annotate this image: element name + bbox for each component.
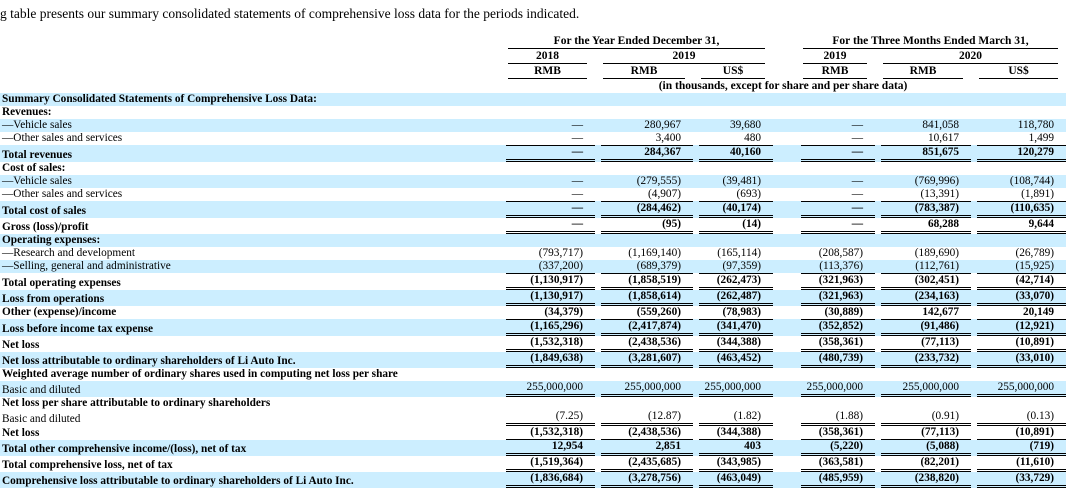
- table-row: [0, 218, 1066, 234]
- table-row: [0, 234, 1066, 247]
- cell-value: [595, 397, 693, 410]
- cell-value: [875, 106, 971, 119]
- cell-value: (77,113): [875, 426, 971, 440]
- cell-value: (1,849,638): [500, 352, 595, 368]
- cell-value: (95): [595, 218, 693, 234]
- cell-value: (165,114): [717, 247, 762, 259]
- cell-value: (108,744): [1009, 175, 1055, 187]
- cell-value: (1,519,364): [500, 456, 595, 472]
- cell-value: (42,714): [971, 273, 1066, 290]
- cell-value: [500, 397, 595, 410]
- cell-value: [500, 234, 595, 247]
- currency-header: US$: [971, 64, 1066, 79]
- cell-value: 841,058: [922, 119, 960, 131]
- cell-value: 118,780: [1017, 119, 1055, 131]
- row-label: Cost of sales:: [2, 162, 66, 174]
- table-row: [0, 319, 1066, 336]
- cell-value: —: [500, 201, 595, 218]
- row-label: Basic and diluted: [2, 384, 81, 396]
- cell-value: [971, 93, 1066, 106]
- cell-value: [595, 368, 693, 381]
- cell-value: (1,858,614): [595, 290, 693, 306]
- row-label: Net loss: [2, 339, 40, 351]
- cell-value: (1,532,318): [500, 426, 595, 440]
- cell-value: 255,000,000: [693, 381, 773, 397]
- cell-value: (1,891): [1021, 188, 1055, 200]
- table-row: [0, 93, 1066, 106]
- cell-value: (5,088): [875, 440, 971, 456]
- header-spacer: [0, 64, 500, 79]
- cell-value: 39,680: [729, 119, 762, 131]
- table-row: [0, 260, 1066, 273]
- cell-value: (485,959): [773, 472, 875, 488]
- cell-value: 3,400: [655, 132, 681, 144]
- cell-value: (5,220): [773, 440, 875, 456]
- cell-value: (358,361): [773, 426, 875, 440]
- cell-value: (113,376): [819, 260, 864, 272]
- cell-value: (12.87): [595, 410, 693, 426]
- cell-value: (2,435,685): [595, 456, 693, 472]
- cell-value: (302,451): [875, 273, 971, 290]
- cell-value: —: [773, 218, 875, 234]
- units-note-row: [0, 79, 1066, 93]
- row-label: Total cost of sales: [2, 205, 86, 217]
- intro-text: g table presents our summary consolidated statements of comprehensive loss data for the periods indicated.: [0, 6, 580, 21]
- cell-value: (343,985): [693, 456, 773, 472]
- table-row: [0, 119, 1066, 132]
- row-label: Operating expenses:: [2, 234, 101, 246]
- cell-value: (1,165,296): [500, 319, 595, 336]
- cell-value: 142,677: [922, 306, 960, 318]
- cell-value: (13,391): [920, 188, 960, 200]
- table-row: [0, 162, 1066, 175]
- cell-value: [693, 106, 773, 119]
- cell-value: 68,288: [875, 218, 971, 234]
- units-note: (in thousands, except for share and per share data): [658, 80, 908, 92]
- cell-value: 280,967: [644, 119, 681, 131]
- cell-value: (358,361): [773, 336, 875, 352]
- row-label: Gross (loss)/profit: [2, 221, 89, 233]
- cell-value: [971, 106, 1066, 119]
- cell-value: (34,379): [544, 306, 583, 318]
- cell-value: (208,587): [818, 247, 864, 259]
- table-row: [0, 247, 1066, 260]
- cell-value: (238,820): [875, 472, 971, 488]
- cell-value: (480,739): [773, 352, 875, 368]
- cell-value: [595, 93, 693, 106]
- cell-value: 255,000,000: [500, 381, 595, 397]
- cell-value: [875, 234, 971, 247]
- cell-value: —: [571, 188, 583, 200]
- row-label: Total comprehensive loss, net of tax: [2, 459, 173, 471]
- cell-value: (26,789): [1015, 247, 1055, 259]
- cell-value: (1,858,519): [595, 273, 693, 290]
- cell-value: 255,000,000: [773, 381, 875, 397]
- table-row: [0, 381, 1066, 397]
- table-row: [0, 368, 1066, 381]
- row-label: Net loss attributable to ordinary shareholders of Li Auto Inc.: [2, 355, 296, 367]
- cell-value: (110,635): [971, 201, 1066, 218]
- cell-value: [773, 106, 875, 119]
- cell-value: —: [500, 218, 595, 234]
- row-label: Loss from operations: [2, 293, 105, 305]
- cell-value: (321,963): [773, 273, 875, 290]
- cell-value: 12,954: [500, 440, 595, 456]
- cell-value: [773, 397, 875, 410]
- cell-value: [773, 234, 875, 247]
- cell-value: 480: [744, 132, 762, 144]
- currency-header: RMB: [500, 64, 595, 79]
- table-header: [0, 34, 1066, 93]
- table-row: [0, 352, 1066, 368]
- cell-value: 1,499: [1028, 132, 1055, 144]
- table-row: [0, 290, 1066, 306]
- cell-value: (559,260): [636, 306, 681, 318]
- cell-value: 2,851: [595, 440, 693, 456]
- cell-value: (279,555): [636, 175, 681, 187]
- cell-value: (234,163): [875, 290, 971, 306]
- cell-value: [500, 368, 595, 381]
- cell-value: (10,891): [971, 426, 1066, 440]
- cell-value: (693): [736, 188, 762, 200]
- currency-header-row: [0, 64, 1066, 79]
- cell-value: [971, 162, 1066, 175]
- row-label: Other (expense)/income: [2, 306, 117, 318]
- cell-value: (97,359): [722, 260, 762, 272]
- cell-value: (1,532,318): [500, 336, 595, 352]
- row-label: —Vehicle sales: [2, 119, 72, 131]
- cell-value: [595, 234, 693, 247]
- group-header-quarter: [773, 34, 1066, 49]
- cell-value: (1,836,684): [500, 472, 595, 488]
- cell-value: [500, 162, 595, 175]
- cell-value: [773, 368, 875, 381]
- cell-value: (112,761): [915, 260, 960, 272]
- table-row: [0, 188, 1066, 201]
- currency-header: US$: [693, 64, 773, 79]
- cell-value: —: [571, 119, 583, 131]
- row-label: Net loss per share attributable to ordinary shareholders: [2, 397, 271, 409]
- cell-value: —: [571, 175, 583, 187]
- cell-value: (189,690): [914, 247, 960, 259]
- table-row: [0, 145, 1066, 162]
- cell-value: 255,000,000: [971, 381, 1066, 397]
- group-header-row: [0, 34, 1066, 49]
- cell-value: [693, 234, 773, 247]
- cell-value: (463,452): [693, 352, 773, 368]
- cell-value: 403: [693, 440, 773, 456]
- year-header-row: [0, 49, 1066, 64]
- header-spacer: [0, 34, 500, 49]
- cell-value: [875, 397, 971, 410]
- cell-value: (15,925): [1015, 260, 1055, 272]
- cell-value: [595, 106, 693, 119]
- cell-value: —: [773, 145, 875, 162]
- table-row: [0, 175, 1066, 188]
- comprehensive-loss-table: [0, 34, 1066, 488]
- cell-value: 9,644: [971, 218, 1066, 234]
- cell-value: (783,387): [875, 201, 971, 218]
- cell-value: [875, 368, 971, 381]
- cell-value: (344,388): [693, 336, 773, 352]
- cell-value: (10,891): [971, 336, 1066, 352]
- cell-value: [500, 106, 595, 119]
- cell-value: —: [851, 188, 864, 200]
- cell-value: 40,160: [693, 145, 773, 162]
- cell-value: (689,379): [636, 260, 681, 272]
- cell-value: —: [851, 175, 864, 187]
- row-label: Basic and diluted: [2, 413, 81, 425]
- group-header-year: [500, 34, 773, 49]
- cell-value: (4,907): [648, 188, 681, 200]
- currency-header: RMB: [875, 64, 971, 79]
- year-header-2019: 2019: [595, 49, 773, 64]
- currency-header: RMB: [773, 64, 875, 79]
- cell-value: (77,113): [875, 336, 971, 352]
- table-row: [0, 336, 1066, 352]
- cell-value: (1,130,917): [500, 273, 595, 290]
- cell-value: —: [851, 119, 864, 131]
- cell-value: (2,438,536): [595, 426, 693, 440]
- cell-value: (78,983): [722, 306, 762, 318]
- currency-header: RMB: [595, 64, 693, 79]
- cell-value: (793,717): [538, 247, 583, 259]
- cell-value: (1,169,140): [628, 247, 681, 259]
- table-body: [0, 93, 1066, 488]
- cell-value: [773, 162, 875, 175]
- cell-value: (2,438,536): [595, 336, 693, 352]
- cell-value: [875, 162, 971, 175]
- cell-value: [971, 234, 1066, 247]
- group-header-quarter-label: For the Three Months Ended March 31,: [803, 34, 1058, 49]
- cell-value: (82,201): [875, 456, 971, 472]
- row-label: Total other comprehensive income/(loss), net of tax: [2, 443, 247, 455]
- cell-value: [693, 162, 773, 175]
- year-header-2020: 2020: [875, 49, 1066, 64]
- cell-value: (233,732): [875, 352, 971, 368]
- row-label: Summary Consolidated Statements of Comprehensive Loss Data:: [2, 93, 317, 105]
- row-label: Loss before income tax expense: [2, 323, 154, 335]
- header-spacer: [0, 79, 500, 93]
- table-row: [0, 273, 1066, 290]
- cell-value: (321,963): [773, 290, 875, 306]
- table-row: [0, 132, 1066, 145]
- cell-value: (11,610): [971, 456, 1066, 472]
- cell-value: (33,729): [971, 472, 1066, 488]
- cell-value: (262,487): [693, 290, 773, 306]
- cell-value: [693, 93, 773, 106]
- table-row: [0, 440, 1066, 456]
- cell-value: (91,486): [875, 319, 971, 336]
- cell-value: (352,852): [773, 319, 875, 336]
- cell-value: (3,278,756): [595, 472, 693, 488]
- row-label: Weighted average number of ordinary shares used in computing net loss per share: [2, 368, 398, 380]
- row-label: Revenues:: [2, 106, 52, 118]
- cell-value: (33,010): [971, 352, 1066, 368]
- table-row: [0, 456, 1066, 472]
- cell-value: (341,470): [693, 319, 773, 336]
- cell-value: 20,149: [1022, 306, 1055, 318]
- cell-value: —: [773, 201, 875, 218]
- row-label: —Selling, general and administrative: [2, 260, 171, 272]
- row-label: Total operating expenses: [2, 277, 121, 289]
- row-label: —Other sales and services: [2, 132, 123, 144]
- cell-value: —: [500, 145, 595, 162]
- cell-value: [693, 397, 773, 410]
- cell-value: —: [571, 132, 583, 144]
- table-row: [0, 410, 1066, 426]
- table-row: [0, 426, 1066, 440]
- cell-value: (769,996): [914, 175, 960, 187]
- cell-value: 284,367: [595, 145, 693, 162]
- cell-value: (337,200): [538, 260, 583, 272]
- cell-value: (7.25): [500, 410, 595, 426]
- cell-value: [693, 368, 773, 381]
- cell-value: (1.82): [693, 410, 773, 426]
- cell-value: 255,000,000: [595, 381, 693, 397]
- cell-value: (3,281,607): [595, 352, 693, 368]
- cell-value: (39,481): [722, 175, 762, 187]
- group-header-year-label: For the Year Ended December 31,: [508, 34, 765, 49]
- cell-value: (284,462): [595, 201, 693, 218]
- cell-value: (14): [693, 218, 773, 234]
- cell-value: 851,675: [875, 145, 971, 162]
- row-label: —Other sales and services: [2, 188, 123, 200]
- cell-value: [875, 93, 971, 106]
- cell-value: (344,388): [693, 426, 773, 440]
- cell-value: 120,279: [971, 145, 1066, 162]
- table-row: [0, 397, 1066, 410]
- table-row: [0, 472, 1066, 488]
- row-label: Total revenues: [2, 149, 72, 161]
- cell-value: (262,473): [693, 273, 773, 290]
- cell-value: (40,174): [693, 201, 773, 218]
- cell-value: (33,070): [971, 290, 1066, 306]
- cell-value: (1.88): [773, 410, 875, 426]
- cell-value: (719): [971, 440, 1066, 456]
- cell-value: [500, 93, 595, 106]
- cell-value: 255,000,000: [875, 381, 971, 397]
- cell-value: (0.13): [971, 410, 1066, 426]
- year-header-2019-q1: 2019: [773, 49, 875, 64]
- row-label: Net loss: [2, 427, 40, 439]
- year-header-2018: 2018: [500, 49, 595, 64]
- cell-value: (363,581): [773, 456, 875, 472]
- table-row: [0, 306, 1066, 319]
- cell-value: [773, 93, 875, 106]
- table-row: [0, 106, 1066, 119]
- cell-value: (1,130,917): [500, 290, 595, 306]
- row-label: Comprehensive loss attributable to ordinary shareholders of Li Auto Inc.: [2, 475, 354, 487]
- row-label: —Research and development: [2, 247, 136, 259]
- header-spacer: [0, 49, 500, 64]
- cell-value: [595, 162, 693, 175]
- table-row: [0, 201, 1066, 218]
- cell-value: (2,417,874): [595, 319, 693, 336]
- cell-value: (463,049): [693, 472, 773, 488]
- cell-value: —: [851, 132, 864, 144]
- row-label: —Vehicle sales: [2, 175, 72, 187]
- cell-value: (0.91): [875, 410, 971, 426]
- cell-value: (30,889): [824, 306, 864, 318]
- cell-value: [971, 368, 1066, 381]
- cell-value: (12,921): [971, 319, 1066, 336]
- cell-value: 10,617: [927, 132, 960, 144]
- cell-value: [971, 397, 1066, 410]
